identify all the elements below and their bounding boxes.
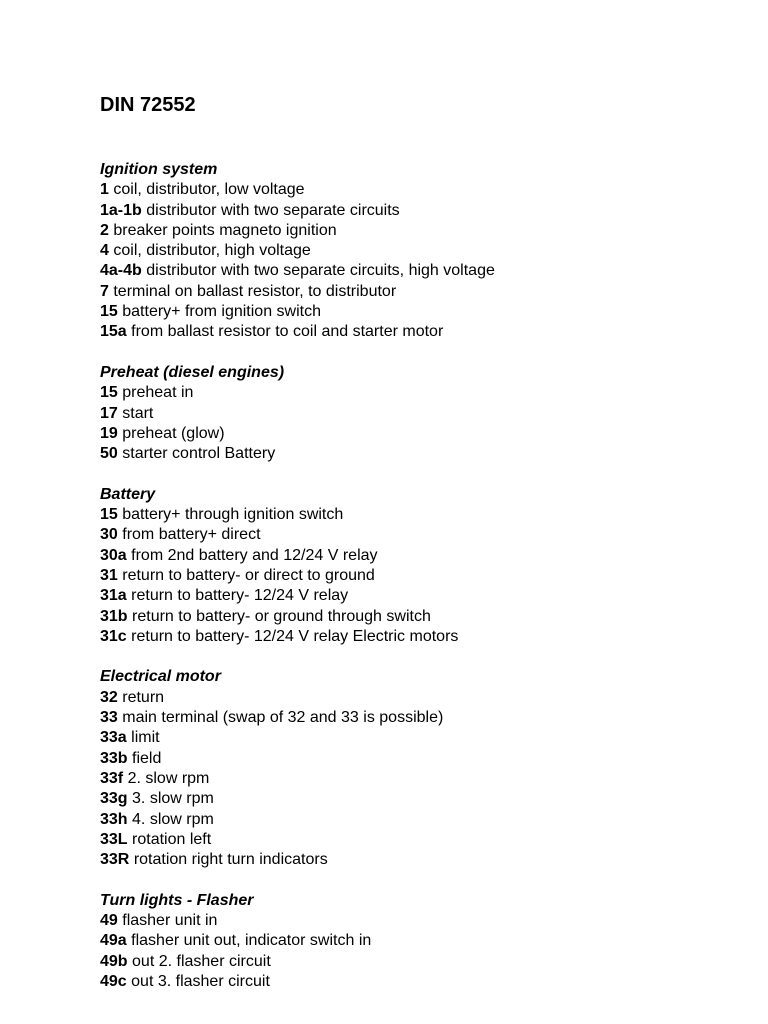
terminal-entry: [100, 444, 740, 464]
terminal-code: 31: [100, 566, 118, 584]
terminal-entry: [100, 627, 740, 647]
terminal-description: return to battery- or direct to ground: [122, 566, 375, 584]
terminal-entry: [100, 221, 740, 241]
terminal-entry: [100, 749, 740, 769]
terminal-code: 49: [100, 911, 118, 929]
terminal-code: 15: [100, 303, 118, 321]
terminal-entry: [100, 931, 740, 951]
terminal-code: 15: [100, 506, 118, 524]
terminal-code: 49a: [100, 932, 127, 950]
terminal-description: 4. slow rpm: [132, 810, 214, 828]
section: [100, 160, 740, 343]
terminal-entry: [100, 911, 740, 931]
terminal-entry: [100, 850, 740, 870]
terminal-entry: [100, 728, 740, 748]
terminal-entry: [100, 789, 740, 809]
terminal-entry: [100, 424, 740, 444]
terminal-entry: [100, 566, 740, 586]
terminal-description: return: [122, 688, 165, 706]
terminal-code: 33f: [100, 769, 124, 787]
terminal-description: flasher unit out, indicator switch in: [131, 932, 372, 950]
terminal-code: 33L: [100, 830, 128, 848]
terminal-code: 31b: [100, 607, 128, 625]
terminal-code: 17: [100, 404, 118, 422]
section: [100, 485, 740, 647]
terminal-description: from battery+ direct: [122, 526, 261, 544]
terminal-description: distributor with two separate circuits: [146, 201, 400, 219]
terminal-code: 1a-1b: [100, 201, 142, 219]
terminal-code: 33b: [100, 749, 128, 767]
terminal-entry: [100, 261, 740, 281]
sections-container: [100, 160, 740, 992]
terminal-description: preheat (glow): [122, 424, 225, 442]
terminal-entry: [100, 810, 740, 830]
terminal-entry: [100, 505, 740, 525]
section-heading: Electrical motor: [100, 668, 221, 686]
terminal-description: return to battery- 12/24 V relay: [131, 587, 349, 605]
terminal-description: start: [122, 404, 154, 422]
terminal-entry: [100, 302, 740, 322]
terminal-description: coil, distributor, high voltage: [113, 242, 311, 260]
terminal-code: 15a: [100, 323, 127, 341]
terminal-description: main terminal (swap of 32 and 33 is possible): [122, 709, 444, 727]
terminal-code: 19: [100, 424, 118, 442]
section: [100, 667, 740, 870]
terminal-code: 33: [100, 709, 118, 727]
section-heading: Ignition system: [100, 161, 218, 178]
terminal-description: battery+ from ignition switch: [122, 303, 321, 321]
section-heading: Battery: [100, 485, 156, 503]
terminal-entry: [100, 525, 740, 545]
terminal-description: coil, distributor, low voltage: [113, 181, 305, 199]
terminal-code: 31c: [100, 627, 127, 645]
terminal-description: rotation left: [132, 830, 212, 848]
terminal-code: 32: [100, 688, 118, 706]
section-heading: Preheat (diesel engines): [100, 363, 285, 381]
terminal-code: 33a: [100, 729, 127, 747]
terminal-entry: [100, 708, 740, 728]
terminal-description: 2. slow rpm: [127, 769, 210, 787]
terminal-code: 33R: [100, 851, 130, 869]
terminal-code: 4a-4b: [100, 262, 142, 280]
terminal-description: from 2nd battery and 12/24 V relay: [131, 546, 378, 564]
terminal-description: rotation right turn indicators: [133, 851, 328, 869]
terminal-code: 7: [100, 282, 109, 300]
terminal-entry: [100, 282, 740, 302]
terminal-entry: [100, 830, 740, 850]
terminal-entry: [100, 383, 740, 403]
terminal-entry: [100, 952, 740, 972]
section-heading: Turn lights - Flasher: [100, 891, 254, 909]
terminal-description: preheat in: [122, 384, 194, 402]
terminal-code: 4: [100, 242, 109, 260]
section: [100, 891, 740, 992]
terminal-code: 15: [100, 384, 118, 402]
terminal-description: terminal on ballast resistor, to distributor: [113, 282, 397, 300]
terminal-entry: [100, 769, 740, 789]
document-page: [100, 93, 740, 1012]
terminal-entry: [100, 688, 740, 708]
terminal-code: 50: [100, 445, 118, 463]
terminal-code: 49b: [100, 952, 128, 970]
terminal-code: 2: [100, 221, 109, 239]
terminal-entry: [100, 607, 740, 627]
terminal-code: 33h: [100, 810, 128, 828]
terminal-description: battery+ through ignition switch: [122, 506, 344, 524]
terminal-entry: [100, 404, 740, 424]
section: [100, 363, 740, 464]
terminal-description: out 3. flasher circuit: [131, 972, 270, 990]
terminal-description: starter control Battery: [122, 445, 276, 463]
terminal-entry: [100, 322, 740, 342]
terminal-description: flasher unit in: [122, 911, 218, 929]
terminal-entry: [100, 241, 740, 261]
terminal-code: 49c: [100, 972, 127, 990]
terminal-description: from ballast resistor to coil and starter motor: [131, 323, 444, 341]
terminal-description: distributor with two separate circuits, high voltage: [146, 262, 495, 280]
terminal-description: out 2. flasher circuit: [132, 952, 271, 970]
terminal-description: field: [132, 749, 162, 767]
terminal-code: 30a: [100, 546, 127, 564]
terminal-description: 3. slow rpm: [132, 790, 214, 808]
terminal-entry: [100, 180, 740, 200]
terminal-code: 31a: [100, 587, 127, 605]
terminal-description: breaker points magneto ignition: [113, 221, 337, 239]
terminal-entry: [100, 201, 740, 221]
terminal-code: 1: [100, 181, 109, 199]
terminal-code: 30: [100, 526, 118, 544]
terminal-description: return to battery- or ground through switch: [132, 607, 431, 625]
terminal-code: 33g: [100, 790, 128, 808]
terminal-description: return to battery- 12/24 V relay Electric motors: [131, 627, 459, 645]
terminal-description: limit: [131, 729, 160, 747]
document-title: DIN 72552: [100, 94, 196, 116]
terminal-entry: [100, 546, 740, 566]
terminal-entry: [100, 972, 740, 992]
terminal-entry: [100, 586, 740, 606]
